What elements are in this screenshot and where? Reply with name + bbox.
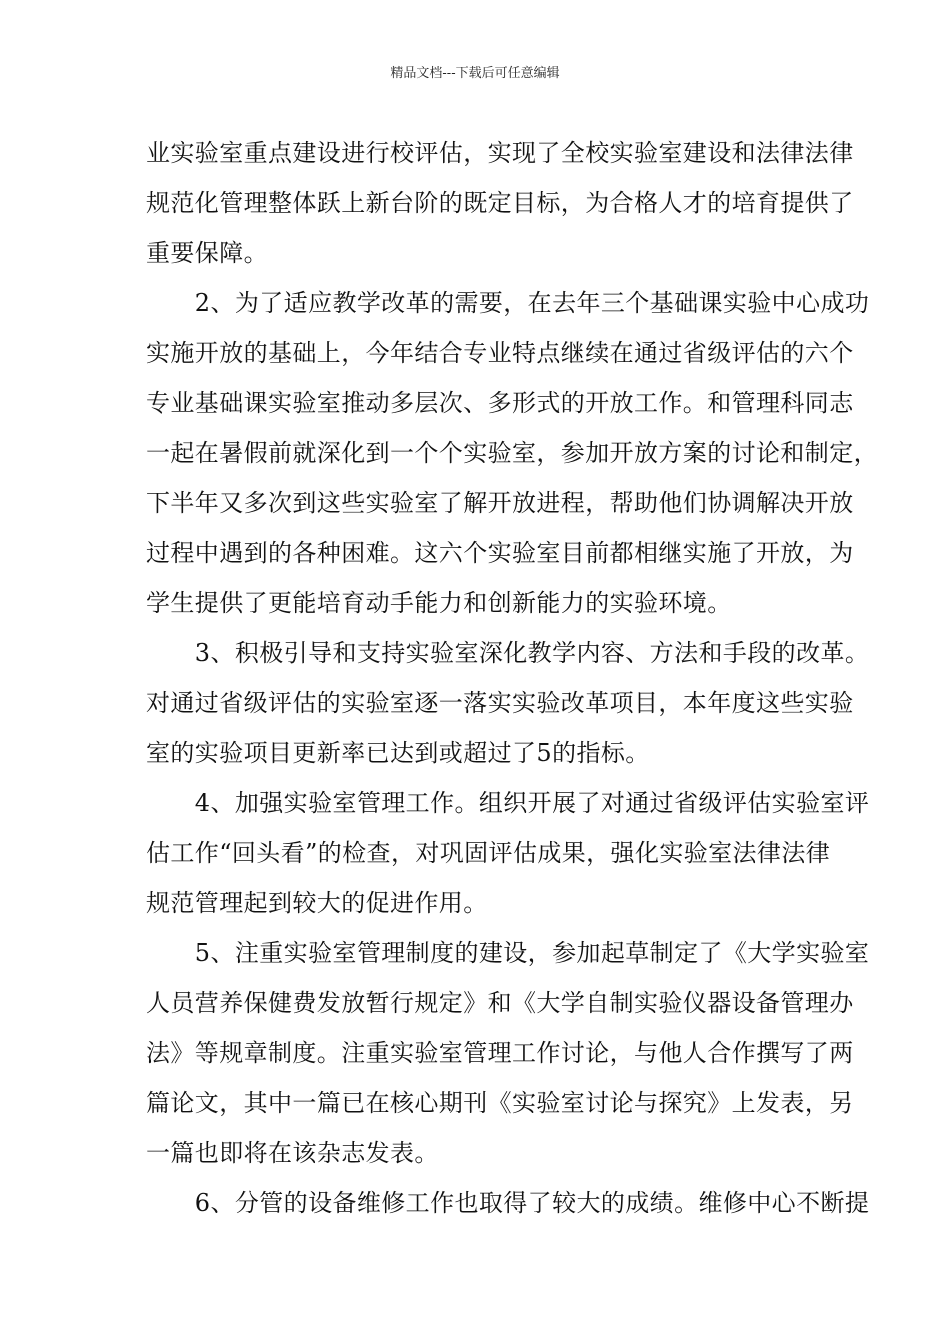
page-header: 精品文档---下载后可任意编辑 xyxy=(390,66,560,81)
text-line: 学生提供了更能培育动手能力和创新能力的实验环境。 xyxy=(146,589,732,617)
text-line: 人员营养保健费发放暂行规定》和《大学自制实验仪器设备管理办 xyxy=(146,989,854,1017)
text-line: 规范化管理整体跃上新台阶的既定目标，为合格人才的培育提供了 xyxy=(146,189,854,217)
text-line: 室的实验项目更新率已达到或超过了5的指标。 xyxy=(146,739,650,767)
text-line: 实施开放的基础上，今年结合专业特点继续在通过省级评估的六个 xyxy=(146,339,854,367)
text-line: 一起在暑假前就深化到一个个实验室，参加开放方案的讨论和制定， xyxy=(146,439,878,467)
text-line: 篇论文，其中一篇已在核心期刊《实验室讨论与探究》上发表，另 xyxy=(146,1089,854,1117)
text-line: 过程中遇到的各种困难。这六个实验室目前都相继实施了开放，为 xyxy=(146,539,854,567)
text-line: 业实验室重点建设进行校评估，实现了全校实验室建设和法律法律 xyxy=(146,139,854,167)
text-line: 3、积极引导和支持实验室深化教学内容、方法和手段的改革。 xyxy=(146,639,870,667)
text-line: 规范管理起到较大的促进作用。 xyxy=(146,889,488,917)
text-line: 2、为了适应教学改革的需要，在去年三个基础课实验中心成功 xyxy=(146,289,870,317)
text-line: 对通过省级评估的实验室逐一落实实验改革项目，本年度这些实验 xyxy=(146,689,854,717)
text-line: 一篇也即将在该杂志发表。 xyxy=(146,1139,439,1167)
document-body xyxy=(146,128,878,1228)
text-line: 专业基础课实验室推动多层次、多形式的开放工作。和管理科同志 xyxy=(146,389,854,417)
text-line: 重要保障。 xyxy=(146,239,268,267)
text-line: 法》等规章制度。注重实验室管理工作讨论，与他人合作撰写了两 xyxy=(146,1039,854,1067)
text-line: 下半年又多次到这些实验室了解开放进程，帮助他们协调解决开放 xyxy=(146,489,854,517)
text-line: 4、加强实验室管理工作。组织开展了对通过省级评估实验室评 xyxy=(146,789,870,817)
text-line: 5、注重实验室管理制度的建设，参加起草制定了《大学实验室 xyxy=(146,939,870,967)
text-line: 6、分管的设备维修工作也取得了较大的成绩。维修中心不断提 xyxy=(146,1189,870,1217)
text-line: 估工作“回头看”的检查，对巩固评估成果，强化实验室法律法律 xyxy=(146,839,831,867)
